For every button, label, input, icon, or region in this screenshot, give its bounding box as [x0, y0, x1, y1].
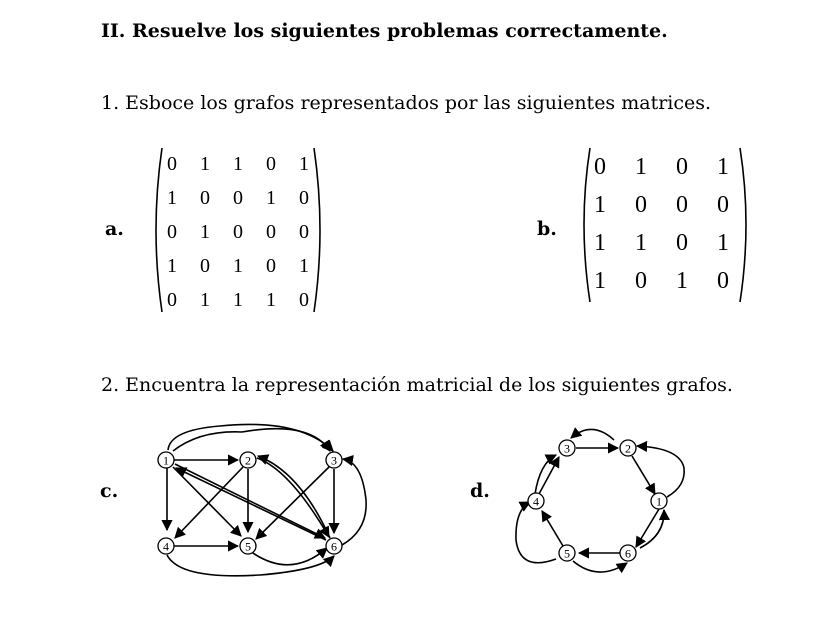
item-d-label: d.: [470, 480, 490, 502]
section-title: II. Resuelve los siguientes problemas correctamente.: [101, 20, 668, 42]
graph-c-node-label: 4: [163, 539, 169, 554]
matrix-a-cell: 0: [299, 221, 309, 243]
matrix-a-cell: 1: [233, 153, 243, 175]
matrix-b-cell: 0: [594, 154, 606, 180]
item-a-label: a.: [105, 218, 124, 240]
graph-d-node-label: 5: [564, 546, 570, 561]
graph-c-node-label: 3: [331, 453, 337, 468]
matrix-b-cell: 1: [676, 268, 688, 294]
matrix-a-cell: 1: [233, 255, 243, 277]
matrix-b-cell: 1: [594, 230, 606, 256]
graph-d-node-label: 3: [564, 441, 570, 456]
matrix-b-cell: 0: [676, 154, 688, 180]
matrix-a-cell: 1: [233, 289, 243, 311]
problem-1-prompt: 1. Esboce los grafos representados por las siguientes matrices.: [101, 92, 712, 114]
matrix-a-cell: 1: [200, 289, 210, 311]
graph-c-node-label: 1: [163, 453, 169, 468]
matrix-a-cell: 0: [167, 289, 177, 311]
matrix-a-cell: 1: [200, 221, 210, 243]
matrix-a-cell: 1: [266, 187, 276, 209]
matrix-a-cell: 0: [266, 153, 276, 175]
matrix-b-cell: 1: [635, 154, 647, 180]
matrix-a-cell: 1: [266, 289, 276, 311]
matrix-a-cell: 1: [167, 255, 177, 277]
matrix-a-cell: 0: [266, 221, 276, 243]
matrix-b-cell: 1: [594, 268, 606, 294]
matrix-a-cell: 0: [167, 221, 177, 243]
matrix-a-cell: 0: [167, 153, 177, 175]
matrix-a-cell: 1: [299, 255, 309, 277]
matrix-b-cell: 1: [594, 192, 606, 218]
graph-c-node-label: 6: [331, 539, 337, 554]
matrix-a-cell: 0: [200, 187, 210, 209]
graph-c-node-label: 5: [245, 539, 251, 554]
matrix-b-cell: 1: [717, 230, 729, 256]
graph-d-node-label: 6: [625, 546, 631, 561]
problem-2-prompt: 2. Encuentra la representación matricial de los siguientes grafos.: [101, 374, 733, 396]
matrix-a-cell: 1: [167, 187, 177, 209]
graph-d-node-label: 1: [656, 494, 662, 509]
item-b-label: b.: [537, 218, 557, 240]
graph-c-node-label: 2: [245, 453, 251, 468]
matrix-a-cell: 0: [233, 187, 243, 209]
graph-d-node-label: 4: [533, 494, 539, 509]
matrix-b-cell: 0: [717, 192, 729, 218]
matrix-b-cell: 0: [717, 268, 729, 294]
matrix-a-cell: 0: [233, 221, 243, 243]
matrix-a-cell: 0: [266, 255, 276, 277]
matrix-b-cell: 1: [635, 230, 647, 256]
matrix-b-cell: 0: [676, 230, 688, 256]
matrix-b-cell: 0: [635, 268, 647, 294]
matrix-a-cell: 0: [299, 187, 309, 209]
matrix-a-cell: 0: [200, 255, 210, 277]
matrix-b-cell: 1: [717, 154, 729, 180]
graph-d-node-label: 2: [625, 441, 631, 456]
matrix-a-cell: 1: [200, 153, 210, 175]
matrix-b-cell: 0: [635, 192, 647, 218]
matrix-b-cell: 0: [676, 192, 688, 218]
matrix-a-cell: 0: [299, 289, 309, 311]
item-c-label: c.: [100, 480, 119, 502]
matrix-a-cell: 1: [299, 153, 309, 175]
